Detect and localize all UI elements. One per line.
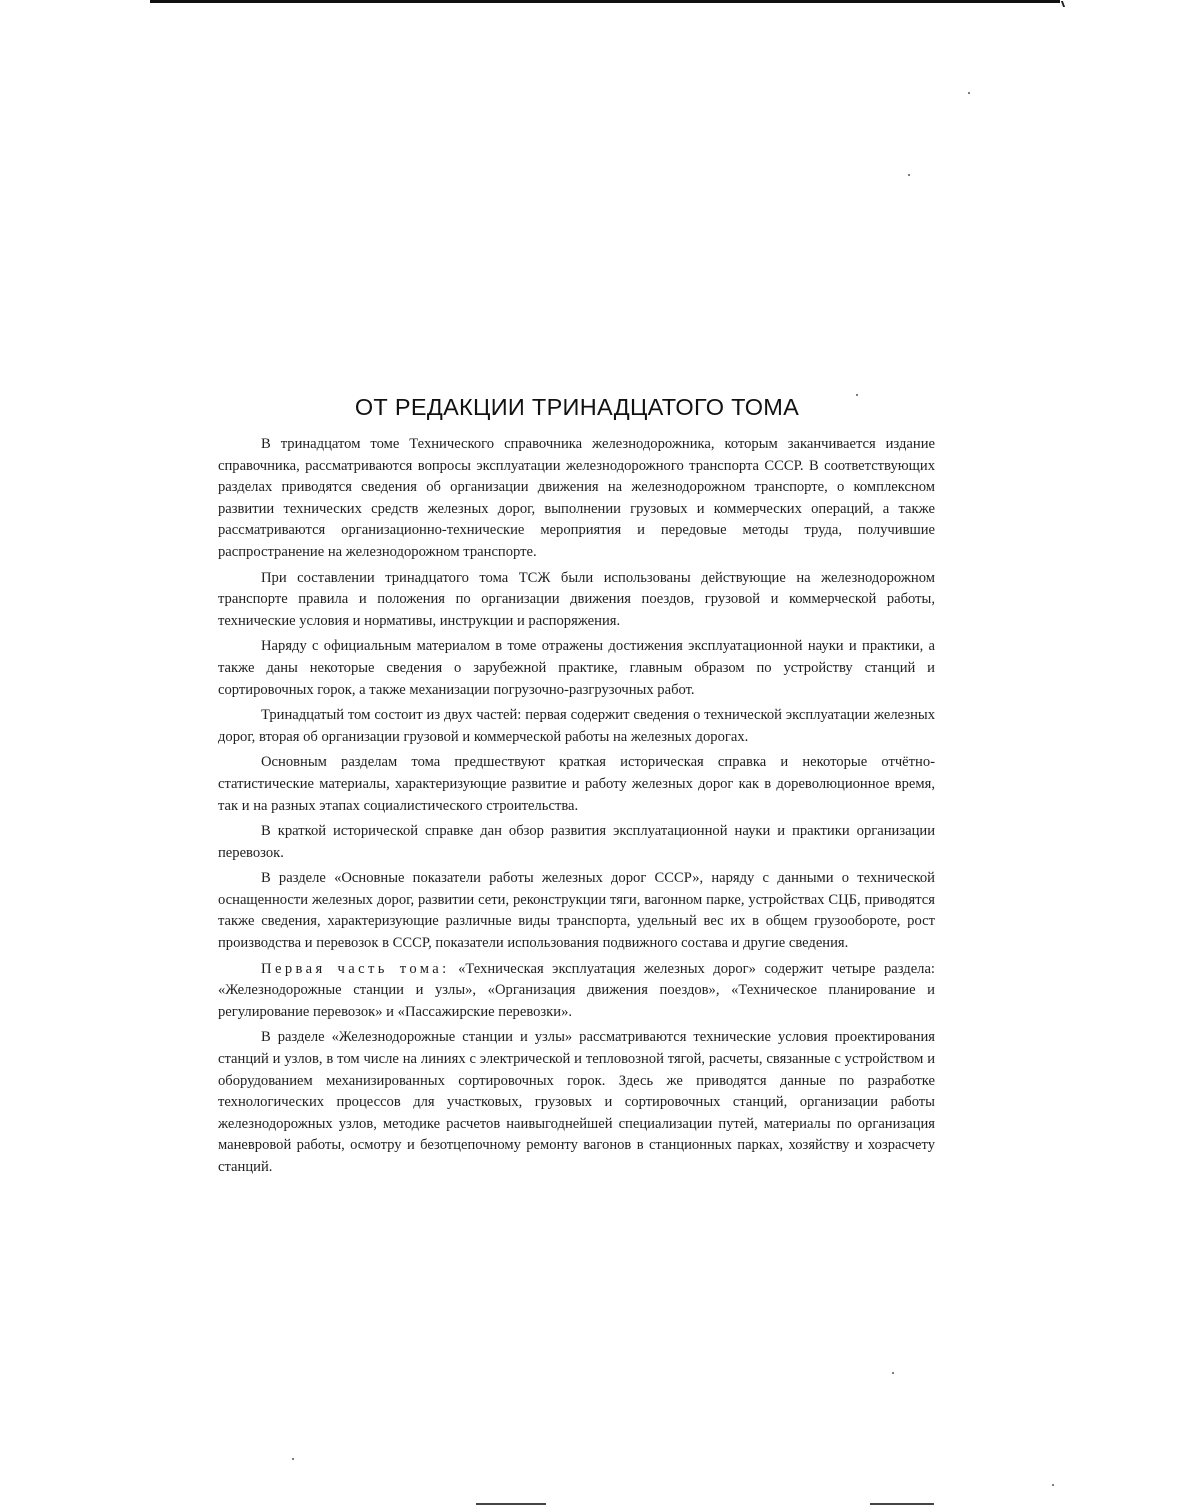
scan-bottom-mark xyxy=(476,1503,546,1505)
page-title: ОТ РЕДАКЦИИ ТРИНАДЦАТОГО ТОМА xyxy=(354,394,800,420)
scan-speck xyxy=(1052,1484,1054,1486)
scan-top-border xyxy=(150,0,1060,3)
paragraph-part-one-text: «Техническая эксплуатация железных дорог» содержит четыре раздела: «Железнодорожные станции и узлы», «Организация движения поездов», «Техническое планирование и регулирование перевозок» и «Пассажирские перевозки». xyxy=(218,960,935,1020)
paragraph: При составлении тринадцатого тома ТСЖ были использованы действующие на железнодорожном транспорте правила и положения по организации движения поездов, грузовой и коммерческой работы, технические условия и нормативы, инструкции и распоряжения. xyxy=(218,569,935,629)
paragraph: В краткой исторической справке дан обзор развития эксплуатационной науки и практики организации перевозок. xyxy=(218,823,935,861)
scan-speck xyxy=(892,1372,894,1374)
paragraph-part-one xyxy=(218,959,935,1024)
scan-speck xyxy=(968,92,970,94)
paragraph: В тринадцатом томе Технического справочника железнодорожника, которым заканчивается издание справочника, рассматриваются вопросы эксплуатации железнодорожного транспорта СССР. В соответствующих разделах приводятся сведения об организации движения на железнодорожном транспорте, о комплексном развитии технических средств железных дорог, выполнении грузовых и коммерческих операций, а также рассматриваются организационно-технические мероприятия и передовые методы труда, получившие распространение на железнодорожном транспорте. xyxy=(218,436,935,560)
scan-border-corner xyxy=(1051,1,1065,7)
spaced-lead-text: Первая часть тома: xyxy=(261,960,450,977)
paragraph: Тринадцатый том состоит из двух частей: первая содержит сведения о технической эксплуатации железных дорог, вторая об организации грузовой и коммерческой работы на железных дорогах. xyxy=(218,707,935,745)
scan-speck xyxy=(292,1458,294,1460)
paragraph: Наряду с официальным материалом в томе отражены достижения эксплуатационной науки и практики, а также даны некоторые сведения о зарубежной практике, главным образом по устройству станций и сортировочных горок, а также механизации погрузочно-разгрузочных работ. xyxy=(218,638,935,698)
paragraph: В разделе «Основные показатели работы железных дорог СССР», наряду с данными о технической оснащенности железных дорог, развитии сети, реконструкции тяги, вагонном парке, устройствах СЦБ, приводятся также сведения, характеризующие различные виды транспорта, удельный вес их в общем грузообороте, рост производства и перевозок в СССР, показатели использования подвижного состава и другие сведения. xyxy=(218,870,935,952)
scan-bottom-mark xyxy=(870,1503,934,1505)
paragraph: В разделе «Железнодорожные станции и узлы» рассматриваются технические условия проектирования станций и узлов, в том числе на линиях с электрической и тепловозной тягой, расчеты, связанные с устройством и оборудованием механизированных сортировочных горок. Здесь же приводятся данные по разработке технологических процессов для участковых, грузовых и сортировочных станций, организации работы железнодорожных узлов, методике расчетов наивыгоднейшей специализации путей, материалы по организация маневровой работы, осмотру и безотцепочному ремонту вагонов в станционных парках, хозяйству и хозрасчету станций. xyxy=(218,1029,935,1175)
paragraph: Основным разделам тома предшествуют краткая историческая справка и некоторые отчётно-статистические материалы, характеризующие развитие и работу железных дорог как в дореволюционное время, так и на разных этапах социалистического строительства. xyxy=(218,754,935,814)
scan-speck xyxy=(908,174,910,176)
document-body xyxy=(218,434,935,1183)
